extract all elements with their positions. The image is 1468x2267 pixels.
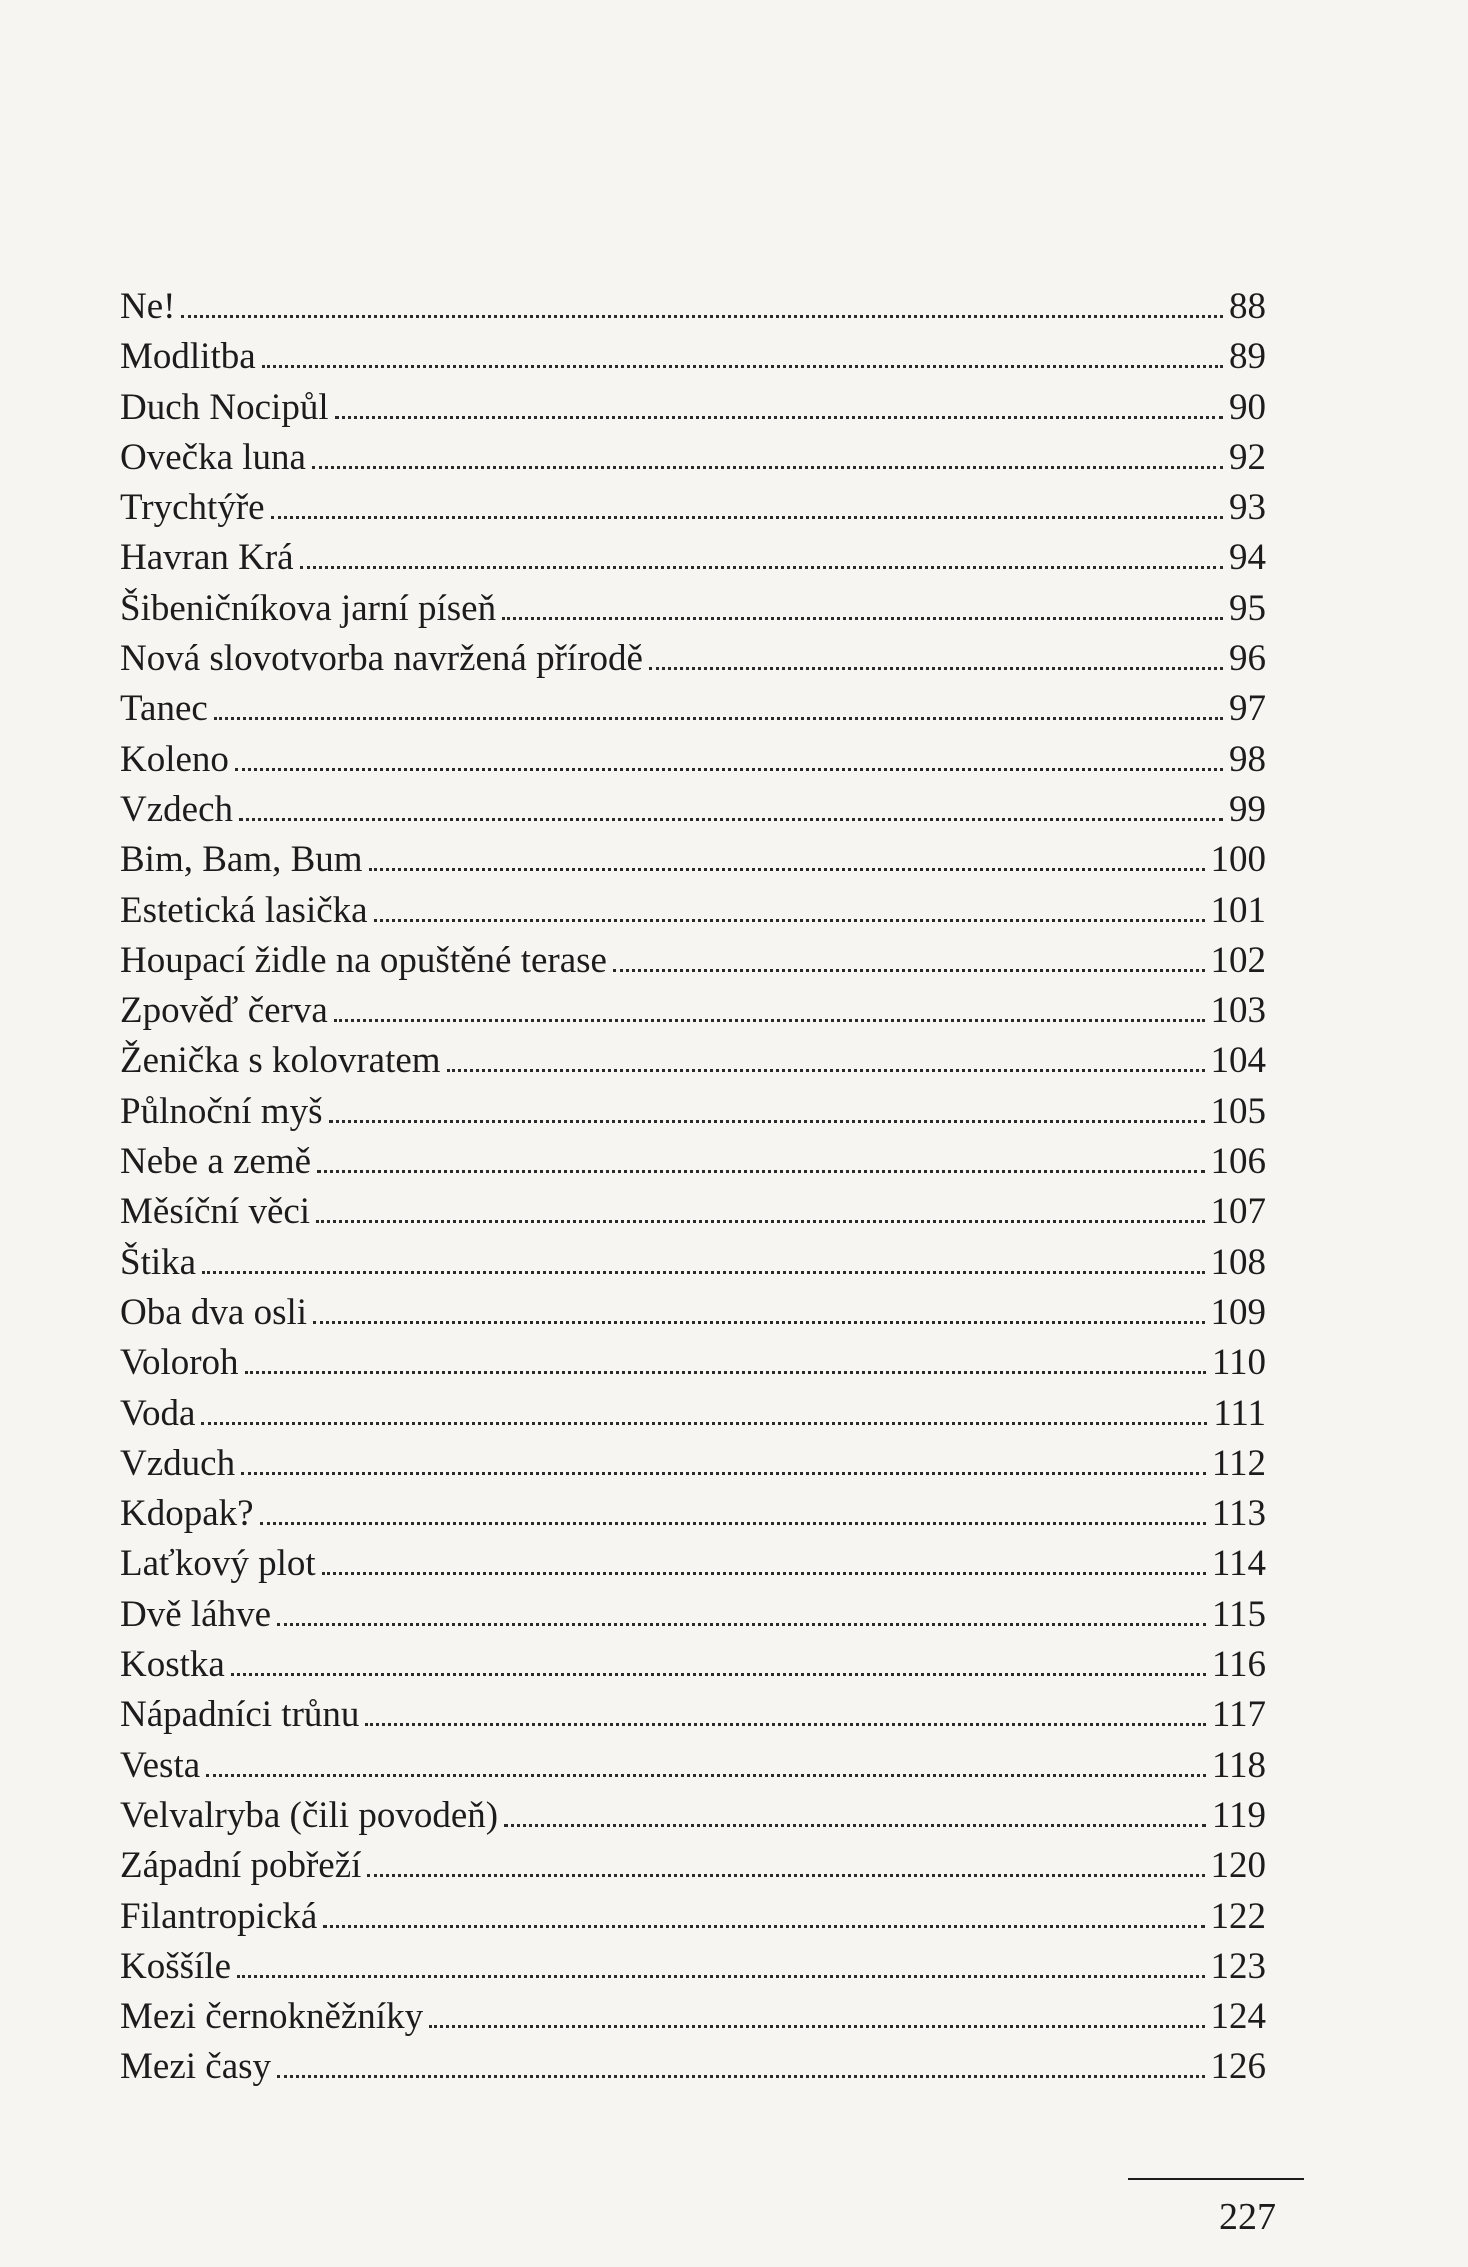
dot-leader bbox=[317, 1170, 1204, 1173]
toc-entry-page: 102 bbox=[1210, 939, 1266, 981]
toc-entry bbox=[120, 1841, 1266, 1891]
toc-entry-page: 114 bbox=[1211, 1543, 1266, 1585]
toc-entry-page: 119 bbox=[1211, 1794, 1266, 1836]
toc-entry-title: Vzduch bbox=[120, 1442, 236, 1484]
dot-leader bbox=[277, 2075, 1204, 2078]
toc-entry bbox=[120, 1439, 1266, 1489]
toc-entry-title: Ženička s kolovratem bbox=[120, 1040, 441, 1082]
toc-entry bbox=[120, 2042, 1266, 2092]
dot-leader bbox=[201, 1422, 1207, 1425]
toc-entry bbox=[120, 986, 1266, 1036]
dot-leader bbox=[613, 969, 1205, 972]
dot-leader bbox=[260, 1522, 1206, 1525]
dot-leader bbox=[502, 617, 1223, 620]
toc-entry-page: 90 bbox=[1229, 386, 1266, 428]
toc-entry-page: 115 bbox=[1211, 1593, 1266, 1635]
dot-leader bbox=[277, 1623, 1206, 1626]
dot-leader bbox=[322, 1572, 1206, 1575]
dot-leader bbox=[231, 1673, 1206, 1676]
toc-entry-title: Kostka bbox=[120, 1644, 225, 1686]
page-number: 227 bbox=[1219, 2196, 1276, 2238]
dot-leader bbox=[245, 1371, 1206, 1374]
dot-leader bbox=[504, 1824, 1206, 1827]
dot-leader bbox=[316, 1220, 1204, 1223]
toc-entry-page: 117 bbox=[1211, 1694, 1266, 1736]
toc-entry-page: 97 bbox=[1229, 688, 1266, 730]
toc-entry bbox=[120, 584, 1266, 634]
toc-entry-page: 123 bbox=[1210, 1945, 1266, 1987]
toc-entry-page: 110 bbox=[1211, 1342, 1266, 1384]
toc-entry-title: Vesta bbox=[120, 1744, 201, 1786]
toc-entry bbox=[120, 383, 1266, 433]
dot-leader bbox=[239, 818, 1223, 821]
toc-entry-page: 124 bbox=[1210, 1996, 1266, 2038]
dot-leader bbox=[335, 416, 1223, 419]
toc-entry-title: Vzdech bbox=[120, 788, 233, 830]
toc-entry-title: Estetická lasička bbox=[120, 889, 368, 931]
toc-entry-title: Filantropická bbox=[120, 1895, 318, 1937]
toc-entry-title: Havran Krá bbox=[120, 537, 294, 579]
toc-entry-page: 122 bbox=[1210, 1895, 1266, 1937]
table-of-contents bbox=[120, 282, 1266, 2093]
toc-entry bbox=[120, 1539, 1266, 1589]
toc-entry-title: Štika bbox=[120, 1241, 197, 1283]
toc-entry-title: Voloroh bbox=[120, 1342, 239, 1384]
toc-entry bbox=[120, 1741, 1266, 1791]
dot-leader bbox=[262, 365, 1223, 368]
toc-entry bbox=[120, 684, 1266, 734]
toc-entry-title: Nebe a země bbox=[120, 1141, 312, 1183]
toc-entry-title: Bim, Bam, Bum bbox=[120, 839, 363, 881]
toc-entry-page: 111 bbox=[1213, 1392, 1266, 1434]
toc-entry-page: 98 bbox=[1229, 738, 1266, 780]
toc-entry bbox=[120, 483, 1266, 533]
toc-entry-page: 120 bbox=[1210, 1845, 1266, 1887]
toc-entry-page: 89 bbox=[1229, 336, 1266, 378]
toc-entry-page: 126 bbox=[1210, 2046, 1266, 2088]
toc-entry-title: Voda bbox=[120, 1392, 196, 1434]
toc-entry bbox=[120, 886, 1266, 936]
toc-entry-title: Duch Nocipůl bbox=[120, 386, 329, 428]
toc-entry-title: Ne! bbox=[120, 286, 176, 327]
toc-entry-page: 103 bbox=[1210, 990, 1266, 1032]
toc-entry-page: 113 bbox=[1211, 1493, 1266, 1535]
toc-entry-title: Oba dva osli bbox=[120, 1291, 308, 1333]
toc-entry-title: Nová slovotvorba navržená přírodě bbox=[120, 638, 643, 680]
toc-entry-page: 93 bbox=[1229, 487, 1266, 529]
toc-entry bbox=[120, 1389, 1266, 1439]
toc-entry bbox=[120, 1892, 1266, 1942]
toc-entry bbox=[120, 1338, 1266, 1388]
toc-entry bbox=[120, 835, 1266, 885]
dot-leader bbox=[334, 1019, 1205, 1022]
toc-entry bbox=[120, 735, 1266, 785]
toc-entry-title: Laťkový plot bbox=[120, 1543, 316, 1585]
toc-entry bbox=[120, 1187, 1266, 1237]
toc-entry-title: Šibeničníkova jarní píseň bbox=[120, 587, 497, 629]
toc-entry-title: Koleno bbox=[120, 738, 229, 780]
toc-entry bbox=[120, 433, 1266, 483]
dot-leader bbox=[202, 1271, 1204, 1274]
toc-entry-title: Zpověď červa bbox=[120, 990, 328, 1032]
toc-entry bbox=[120, 936, 1266, 986]
toc-entry-page: 88 bbox=[1229, 286, 1266, 327]
footer-rule bbox=[1128, 2178, 1304, 2180]
toc-entry-title: Nápadníci trůnu bbox=[120, 1694, 360, 1736]
toc-entry bbox=[120, 1087, 1266, 1137]
dot-leader bbox=[323, 1925, 1204, 1928]
toc-entry bbox=[120, 1489, 1266, 1539]
dot-leader bbox=[429, 2025, 1204, 2028]
toc-entry-page: 100 bbox=[1210, 839, 1266, 881]
toc-entry-title: Dvě láhve bbox=[120, 1593, 272, 1635]
toc-entry bbox=[120, 634, 1266, 684]
toc-entry-title: Modlitba bbox=[120, 336, 256, 378]
toc-entry-title: Měsíční věci bbox=[120, 1191, 311, 1233]
dot-leader bbox=[369, 868, 1205, 871]
dot-leader bbox=[649, 667, 1223, 670]
toc-entry bbox=[120, 533, 1266, 583]
toc-entry bbox=[120, 1238, 1266, 1288]
toc-entry-title: Mezi časy bbox=[120, 2046, 272, 2088]
dot-leader bbox=[181, 315, 1223, 318]
toc-entry-page: 107 bbox=[1210, 1191, 1266, 1233]
toc-entry bbox=[120, 332, 1266, 382]
toc-entry bbox=[120, 785, 1266, 835]
dot-leader bbox=[271, 516, 1223, 519]
toc-entry-title: Západní pobřeží bbox=[120, 1845, 362, 1887]
dot-leader bbox=[235, 768, 1223, 771]
toc-entry-page: 118 bbox=[1211, 1744, 1266, 1786]
toc-entry-title: Koššíle bbox=[120, 1945, 231, 1987]
toc-entry bbox=[120, 1590, 1266, 1640]
dot-leader bbox=[367, 1874, 1204, 1877]
toc-entry-page: 105 bbox=[1210, 1090, 1266, 1132]
toc-entry bbox=[120, 282, 1266, 332]
toc-entry bbox=[120, 1288, 1266, 1338]
dot-leader bbox=[300, 566, 1223, 569]
dot-leader bbox=[447, 1069, 1205, 1072]
toc-entry-page: 116 bbox=[1211, 1644, 1266, 1686]
toc-entry-page: 92 bbox=[1229, 436, 1266, 478]
toc-entry-title: Trychtýře bbox=[120, 487, 265, 529]
toc-entry bbox=[120, 1640, 1266, 1690]
dot-leader bbox=[241, 1472, 1206, 1475]
dot-leader bbox=[312, 466, 1223, 469]
toc-entry-title: Mezi černokněžníky bbox=[120, 1996, 424, 2038]
toc-entry bbox=[120, 1791, 1266, 1841]
toc-entry-page: 109 bbox=[1210, 1291, 1266, 1333]
toc-entry-page: 94 bbox=[1229, 537, 1266, 579]
dot-leader bbox=[214, 717, 1223, 720]
toc-entry bbox=[120, 1992, 1266, 2042]
toc-entry-title: Velvalryba (čili povodeň) bbox=[120, 1794, 499, 1836]
toc-entry-page: 112 bbox=[1211, 1442, 1266, 1484]
toc-entry bbox=[120, 1942, 1266, 1992]
toc-entry bbox=[120, 1690, 1266, 1740]
toc-entry-title: Kdopak? bbox=[120, 1493, 254, 1535]
toc-entry-title: Houpací židle na opuštěné terase bbox=[120, 939, 607, 981]
toc-entry-page: 101 bbox=[1210, 889, 1266, 931]
dot-leader bbox=[206, 1774, 1206, 1777]
toc-entry-title: Tanec bbox=[120, 688, 208, 730]
toc-entry-title: Půlnoční myš bbox=[120, 1090, 323, 1132]
toc-entry-page: 96 bbox=[1229, 638, 1266, 680]
dot-leader bbox=[365, 1723, 1205, 1726]
toc-entry-page: 106 bbox=[1210, 1141, 1266, 1183]
dot-leader bbox=[237, 1975, 1205, 1978]
toc-entry-page: 104 bbox=[1210, 1040, 1266, 1082]
toc-entry bbox=[120, 1137, 1266, 1187]
dot-leader bbox=[313, 1321, 1204, 1324]
dot-leader bbox=[329, 1120, 1205, 1123]
dot-leader bbox=[374, 919, 1205, 922]
toc-entry-title: Ovečka luna bbox=[120, 436, 306, 478]
toc-entry-page: 99 bbox=[1229, 788, 1266, 830]
toc-entry-page: 95 bbox=[1229, 587, 1266, 629]
toc-entry-page: 108 bbox=[1210, 1241, 1266, 1283]
toc-entry bbox=[120, 1036, 1266, 1086]
